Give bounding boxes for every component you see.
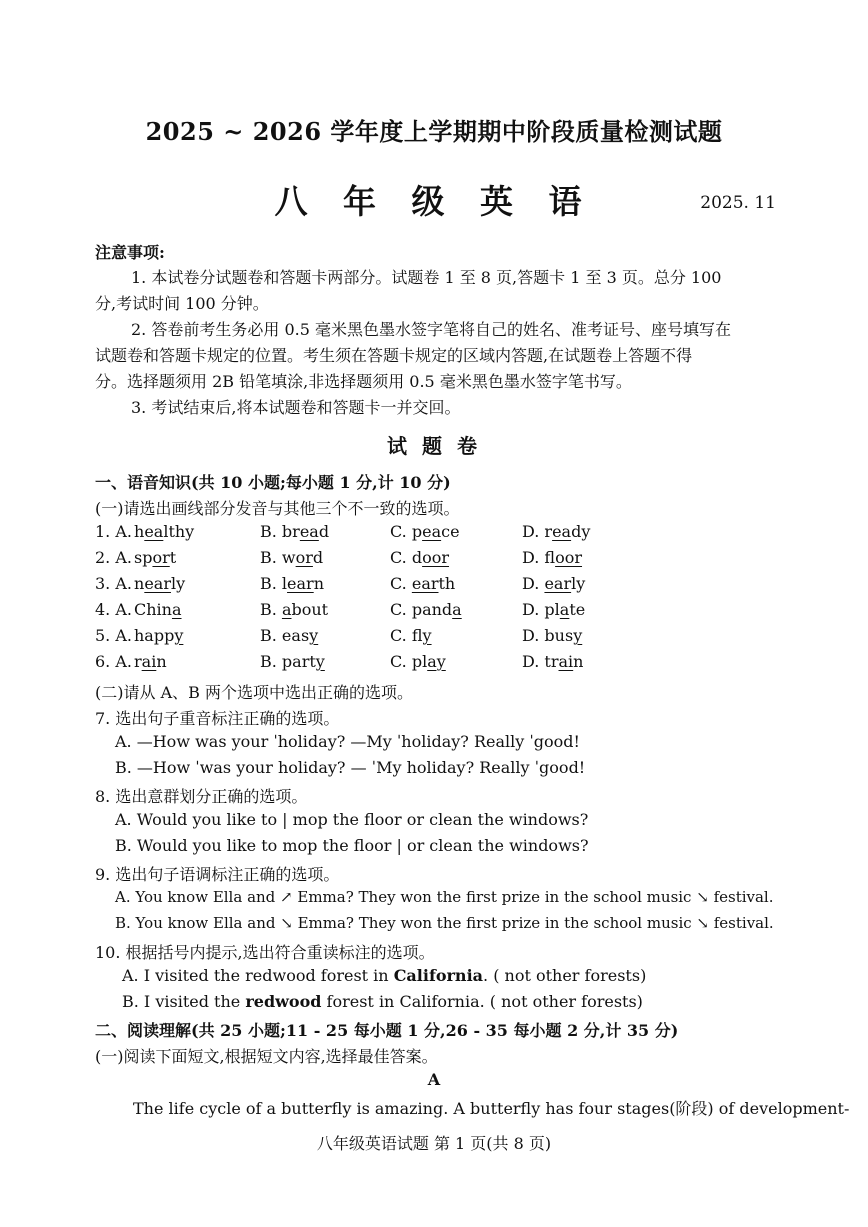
word-part: C. fl	[390, 626, 423, 645]
notes-item-3: 3. 考试结束后,将本试题卷和答题卡一并交回。	[131, 398, 461, 417]
phonetics-option-c	[390, 548, 449, 567]
phonetics-option-a	[134, 626, 183, 645]
phonetics-option-b	[260, 626, 318, 645]
underlined-letters: a	[559, 600, 570, 619]
word-part: r	[134, 652, 142, 671]
notes-item-1-line-1: 1. 本试卷分试题卷和答题卡两部分。试题卷 1 至 8 页,答题卡 1 至 3 页。总分 100	[131, 268, 722, 287]
question-9: 9. 选出句子语调标注正确的选项。	[95, 865, 340, 884]
part2-heading: 二、阅读理解(共 25 小题;11 - 25 每小题 1 分,26 - 35 每小题 2 分,计 35 分)	[95, 1021, 679, 1040]
underlined-letters: ear	[544, 574, 572, 593]
question-10-option-a-stress: California	[393, 966, 484, 985]
word-part: ce	[441, 522, 460, 541]
underlined-letters: ea	[552, 522, 572, 541]
phonetics-option-c	[390, 522, 460, 541]
phonetics-option-a	[134, 574, 185, 593]
underlined-letters: or	[152, 548, 170, 567]
underlined-letters: ai	[558, 652, 574, 671]
word-part: B. l	[260, 574, 288, 593]
word-part: D. fl	[522, 548, 556, 567]
word-part: C. p	[390, 522, 423, 541]
word-part: C.	[390, 574, 412, 593]
question-10-option-a-pre: A. I visited the redwood forest in	[122, 966, 394, 985]
word-part: B. eas	[260, 626, 310, 645]
word-part: B. part	[260, 652, 316, 671]
word-part: d	[312, 548, 324, 567]
phonetics-option-a	[134, 522, 194, 541]
phonetics-question-number: 5. A.	[95, 626, 132, 645]
underlined-letters: ea	[144, 522, 164, 541]
word-part: C. d	[390, 548, 423, 567]
word-part: bout	[291, 600, 329, 619]
question-7-option-b: B. —How ˈwas your holiday? — ˈMy holiday? Really ˈgood!	[115, 758, 586, 777]
word-part: D. pl	[522, 600, 560, 619]
word-part: B. w	[260, 548, 296, 567]
page-footer: 八年级英语试题 第 1 页(共 8 页)	[316, 1134, 552, 1153]
phonetics-option-d	[522, 626, 582, 645]
underlined-letters: y	[573, 626, 583, 645]
word-part: d	[318, 522, 330, 541]
underlined-letters: oor	[422, 548, 450, 567]
underlined-letters: ear	[287, 574, 314, 593]
question-10-option-a	[122, 966, 646, 985]
question-10-option-b	[122, 992, 643, 1011]
phonetics-option-b	[260, 600, 328, 619]
question-7: 7. 选出句子重音标注正确的选项。	[95, 709, 340, 728]
underlined-letters: ear	[411, 574, 439, 593]
notes-label: 注意事项:	[95, 243, 165, 262]
word-part: n	[156, 652, 167, 671]
phonetics-option-d	[522, 652, 583, 671]
word-part: th	[438, 574, 456, 593]
underlined-letters: or	[295, 548, 313, 567]
word-part: h	[134, 522, 145, 541]
question-10-option-b-stress: redwood	[245, 992, 322, 1011]
word-part: lthy	[163, 522, 195, 541]
phonetics-option-d	[522, 574, 585, 593]
question-10-option-b-pre: B. I visited the	[122, 992, 246, 1011]
word-part: D. tr	[522, 652, 559, 671]
word-part: C. pand	[390, 600, 453, 619]
passage-line-1: The life cycle of a butterfly is amazing. A butterfly has four stages(阶段) of development-	[133, 1099, 850, 1118]
word-part: ly	[170, 574, 186, 593]
word-part: D. bus	[522, 626, 574, 645]
word-part: te	[569, 600, 586, 619]
underlined-letters: ea	[422, 522, 442, 541]
underlined-letters: a	[281, 600, 292, 619]
word-part: D. r	[522, 522, 553, 541]
question-7-option-a: A. —How was your ˈholiday? —My ˈholiday? Really ˈgood!	[115, 732, 580, 751]
question-8-option-b: B. Would you like to mop the floor | or clean the windows?	[115, 836, 589, 855]
exam-date: 2025. 11	[700, 193, 776, 213]
question-9-option-b: B. You know Ella and ↘ Emma? They won the first prize in the school music ↘ festival.	[115, 914, 774, 932]
phonetics-option-b	[260, 574, 324, 593]
question-10-option-b-post: forest in California. ( not other forests)	[321, 992, 643, 1011]
word-part: B.	[260, 600, 282, 619]
phonetics-option-d	[522, 522, 590, 541]
exam-title: 2025 ~ 2026 学年度上学期期中阶段质量检测试题	[145, 117, 723, 146]
word-part: B. br	[260, 522, 300, 541]
underlined-letters: a	[452, 600, 462, 619]
phonetics-question-number: 3. A.	[95, 574, 132, 593]
part1-sub1: (一)请选出画线部分发音与其他三个不一致的选项。	[95, 499, 460, 518]
phonetics-option-c	[390, 626, 432, 645]
phonetics-option-c	[390, 600, 462, 619]
underlined-letters: y	[309, 626, 319, 645]
underlined-letters: ay	[427, 652, 446, 671]
phonetics-question-number: 1. A.	[95, 522, 132, 541]
part1-heading: 一、语音知识(共 10 小题;每小题 1 分,计 10 分)	[95, 473, 451, 492]
word-part: n	[134, 574, 145, 593]
word-part: Chin	[134, 600, 172, 619]
phonetics-option-b	[260, 522, 329, 541]
underlined-letters: y	[422, 626, 432, 645]
question-9-option-a: A. You know Ella and ↗ Emma? They won the first prize in the school music ↘ festival.	[115, 888, 774, 906]
phonetics-option-a	[134, 652, 167, 671]
phonetics-question-number: 4. A.	[95, 600, 132, 619]
phonetics-option-d	[522, 548, 582, 567]
phonetics-option-c	[390, 652, 446, 671]
word-part: happ	[134, 626, 175, 645]
phonetics-option-a	[134, 548, 176, 567]
notes-item-2-line-1: 2. 答卷前考生务必用 0.5 毫米黑色墨水签字笔将自己的姓名、准考证号、座号填写在	[131, 320, 731, 339]
section-title: 试 题 卷	[387, 434, 481, 458]
question-8-option-a: A. Would you like to | mop the floor or clean the windows?	[115, 810, 589, 829]
word-part: D.	[522, 574, 545, 593]
word-part: t	[169, 548, 177, 567]
subject-title: 八 年 级 英 语	[274, 182, 594, 221]
underlined-letters: ea	[299, 522, 319, 541]
word-part: dy	[571, 522, 591, 541]
underlined-letters: y	[315, 652, 325, 671]
phonetics-option-d	[522, 600, 585, 619]
word-part: ly	[571, 574, 586, 593]
part1-sub2: (二)请从 A、B 两个选项中选出正确的选项。	[95, 683, 413, 702]
underlined-letters: ai	[141, 652, 157, 671]
question-10-option-a-post: . ( not other forests)	[483, 966, 647, 985]
question-8: 8. 选出意群划分正确的选项。	[95, 787, 308, 806]
underlined-letters: a	[171, 600, 182, 619]
notes-item-2-line-3: 分。选择题须用 2B 铅笔填涂,非选择题须用 0.5 毫米黑色墨水签字笔书写。	[95, 372, 632, 391]
notes-item-2-line-2: 试题卷和答题卡规定的位置。考生须在答题卡规定的区域内答题,在试题卷上答题不得	[95, 346, 693, 365]
notes-item-1-line-2: 分,考试时间 100 分钟。	[95, 294, 269, 313]
underlined-letters: y	[174, 626, 184, 645]
word-part: n	[313, 574, 325, 593]
phonetics-option-b	[260, 652, 325, 671]
phonetics-question-number: 2. A.	[95, 548, 132, 567]
phonetics-question-number: 6. A.	[95, 652, 132, 671]
phonetics-option-a	[134, 600, 182, 619]
word-part: n	[573, 652, 584, 671]
phonetics-option-c	[390, 574, 455, 593]
part2-sub1: (一)阅读下面短文,根据短文内容,选择最佳答案。	[95, 1047, 438, 1066]
passage-label: A	[427, 1070, 441, 1089]
word-part: sp	[134, 548, 153, 567]
question-10: 10. 根据括号内提示,选出符合重读标注的选项。	[95, 943, 435, 962]
word-part: C. pl	[390, 652, 428, 671]
underlined-letters: oor	[555, 548, 583, 567]
phonetics-option-b	[260, 548, 323, 567]
underlined-letters: ear	[144, 574, 171, 593]
